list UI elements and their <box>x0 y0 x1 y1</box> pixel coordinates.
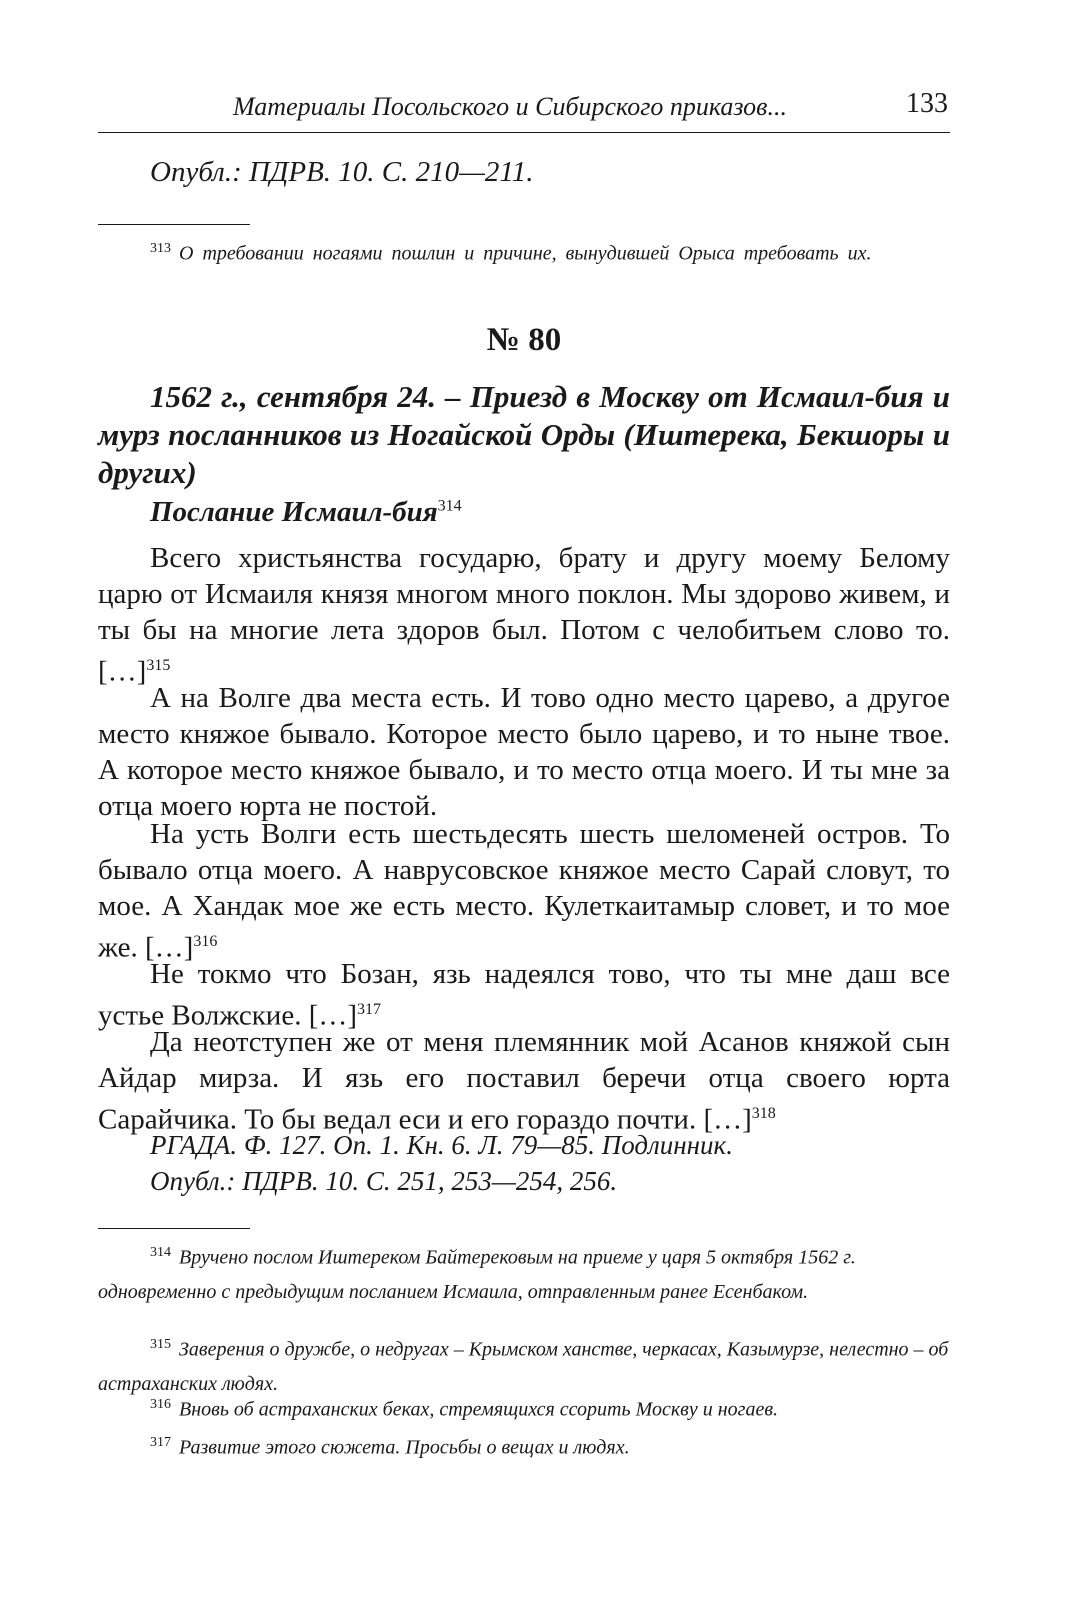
footnote-317 <box>98 1426 950 1465</box>
footnote-ref: 315 <box>146 657 171 674</box>
running-title: Материалы Посольского и Сибирского приказов... <box>233 92 787 121</box>
letter-paragraph <box>98 1024 950 1138</box>
footnote-number: 315 <box>150 1337 171 1352</box>
document-number: № 80 <box>486 322 562 358</box>
archive-source: РГАДА. Ф. 127. Оп. 1. Кн. 6. Л. 79—85. Подлинник. <box>150 1130 733 1160</box>
letter-paragraph <box>98 956 950 1034</box>
page-number: 133 <box>906 88 948 119</box>
running-header <box>98 88 950 133</box>
footnote-number: 313 <box>150 241 171 256</box>
publication-reference: Опубл.: ПДРВ. 10. С. 251, 253—254, 256. <box>150 1166 618 1196</box>
footnote-number: 316 <box>150 1397 171 1412</box>
document-heading: 1562 г., сентября 24. – Приезд в Москву от Исмаил-бия и мурз посланников из Ногайской Орды (Иштерека, Бекшоры и других) <box>98 379 950 490</box>
footnote-ref: 316 <box>193 933 218 950</box>
footnote-316 <box>98 1388 950 1427</box>
footnote-text: Заверения о дружбе, о недругах – Крымском ханстве, черкасах, Казымурзе, нелестно – об астраханских людях. <box>98 1338 949 1395</box>
footnote-number: 314 <box>150 1245 171 1260</box>
paragraph-text: Да неотступен же от меня племянник мой Асанов княжой сын Айдар мирза. И язь его поставил беречи отца своего юрта Сарайчика. То бы ведал еси и его гораздо почти. […] <box>98 1026 950 1136</box>
footnote-ref: 318 <box>751 1105 776 1122</box>
previous-document-publication: Опубл.: ПДРВ. 10. С. 210—211. <box>150 156 534 188</box>
footnote-314 <box>98 1236 950 1309</box>
letter-title-text: Послание Исмаил-бия <box>150 496 438 528</box>
paragraph-text: На усть Волги есть шестьдесять шесть шеломеней остров. То бывало отца моего. А наврусовское княжое место Сарай словут, то мое. А Хандак мое же есть место. Кулеткаитамыр словет, и то мое же. […] <box>98 818 950 964</box>
book-page <box>98 0 950 1600</box>
paragraph-text: Всего христьянства государю, брату и другу моему Белому царю от Исмаиля князя многом много поклон. Мы здорово живем, и ты бы на многие лета здоров был. Потом с челобитьем слово то. […] <box>98 542 950 688</box>
letter-paragraph <box>98 816 950 966</box>
footnote-text: Вручено послом Иштереком Байтерековым на приеме у царя 5 октября 1562 г. одновременно с предыдущим посланием Исмаила, отправленным ранее Есенбаком. <box>98 1246 856 1303</box>
footnote-ref: 317 <box>357 1001 382 1018</box>
footnote-number: 317 <box>150 1435 171 1450</box>
footnote-ref: 314 <box>437 497 462 515</box>
footnote-divider <box>98 1228 250 1229</box>
letter-title <box>150 496 462 529</box>
paragraph-text: А на Волге два места есть. И тово одно место царево, а другое место княжое бывало. Которое место было царево, и то ныне твое. А которое место княжое бывало, и то место отца моего. И ты мне за отца моего юрта не постой. <box>98 682 950 822</box>
footnote-text: О требовании ногаями пошлин и причине, вынудившей Орыса требовать их. <box>179 242 872 265</box>
footnote-313 <box>98 232 950 271</box>
letter-paragraph <box>98 680 950 824</box>
letter-paragraph <box>98 540 950 690</box>
footnote-divider <box>98 224 250 225</box>
footnote-text: Вновь об астраханских беках, стремящихся ссорить Москву и ногаев. <box>179 1398 779 1421</box>
footnote-text: Развитие этого сюжета. Просьбы о вещах и людях. <box>179 1436 630 1459</box>
paragraph-text: Не токмо что Бозан, язь надеялся тово, что ты мне даш все устье Волжские. […] <box>98 958 950 1032</box>
